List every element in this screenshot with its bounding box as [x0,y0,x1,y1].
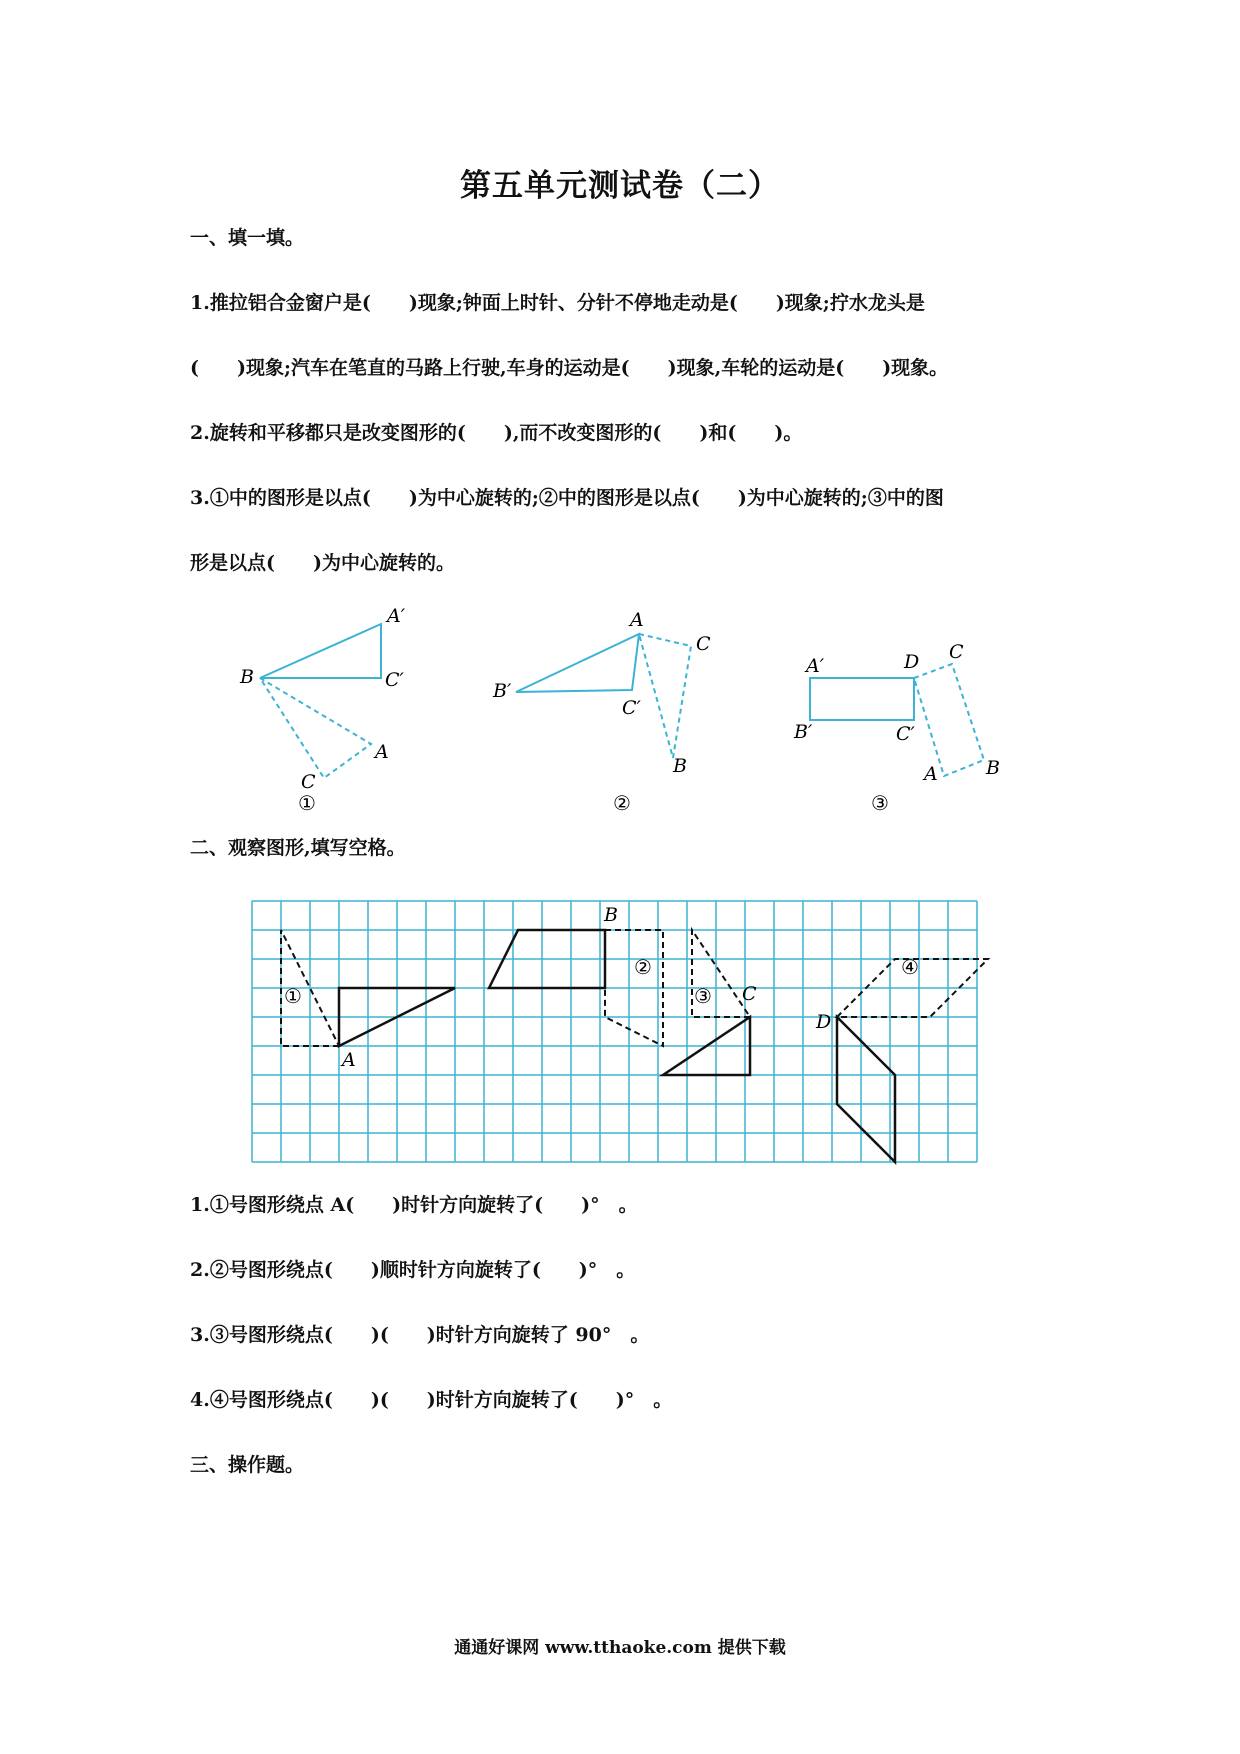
grid-question-2: 2.②号图形绕点( )顺时针方向旋转了( )° 。 [190,1259,636,1281]
page-footer: 通通好课网 www.tthaoke.com 提供下载 [454,1638,786,1658]
grid-number-2: ② [634,955,652,979]
grid-number-3: ③ [694,984,712,1008]
figure-3-solid-rectangle [810,678,914,720]
figure-number-3: ③ [871,791,889,815]
label-d: D [904,651,920,673]
grid-figure [0,880,1240,1170]
label-b: B [240,666,254,688]
figure-2 [492,609,711,815]
label-c: C [696,633,711,655]
grid-label-b: B [604,904,618,926]
figure-1 [239,605,406,815]
section2-heading: 二、观察图形,填写空格。 [190,837,406,859]
grid-number-4: ④ [901,955,919,979]
grid-figure-4-solid [837,1017,895,1162]
section3-heading: 三、操作题。 [190,1454,305,1476]
question-3-line-1: 3.①中的图形是以点( )为中心旋转的;②中的图形是以点( )为中心旋转的;③中的图 [190,487,944,509]
figure-1-dashed-triangle [260,678,371,778]
label-b: B [986,757,1000,779]
label-a: A [375,741,389,763]
rotation-figures [0,590,1240,820]
figure-3 [793,641,1000,815]
label-b: B [673,755,687,777]
figure-2-dashed-triangle [639,634,691,758]
section1-heading: 一、填一填。 [190,227,305,249]
label-a-prime: A′ [387,605,406,627]
figure-number-1: ① [298,791,316,815]
question-3-line-2: 形是以点( )为中心旋转的。 [190,552,455,574]
page-title: 第五单元测试卷（二） [460,168,780,204]
label-c-prime: C′ [622,697,641,719]
figure-1-solid-triangle [260,624,381,678]
figure-number-2: ② [613,791,631,815]
grid-number-1: ① [284,984,302,1008]
grid-question-3: 3.③号图形绕点( )( )时针方向旋转了 90° 。 [190,1324,650,1346]
label-b-prime: B′ [794,721,813,743]
label-b-prime: B′ [493,680,512,702]
label-a: A [924,763,938,785]
grid-lines [252,901,977,1162]
grid-label-d: D [816,1011,832,1033]
grid-question-4: 4.④号图形绕点( )( )时针方向旋转了( )° 。 [190,1389,673,1411]
label-a-prime: A′ [806,655,825,677]
question-1-line-1: 1.推拉铝合金窗户是( )现象;钟面上时针、分针不停地走动是( )现象;拧水龙头是 [190,292,925,314]
figure-3-dashed-rectangle [914,664,984,776]
grid-label-c: C [742,983,757,1005]
grid-label-a: A [342,1049,356,1071]
label-c: C [301,771,316,793]
label-c-prime: C′ [385,669,404,691]
figure-2-solid-triangle [516,634,639,692]
question-2: 2.旋转和平移都只是改变图形的( ),而不改变图形的( )和( )。 [190,422,803,444]
label-a: A [630,609,644,631]
label-c: C [949,641,964,663]
grid-question-1: 1.①号图形绕点 A( )时针方向旋转了( )° 。 [190,1194,638,1216]
question-1-line-2: ( )现象;汽车在笔直的马路上行驶,车身的运动是( )现象,车轮的运动是( )现象。 [190,357,949,379]
label-c-prime: C′ [896,723,915,745]
